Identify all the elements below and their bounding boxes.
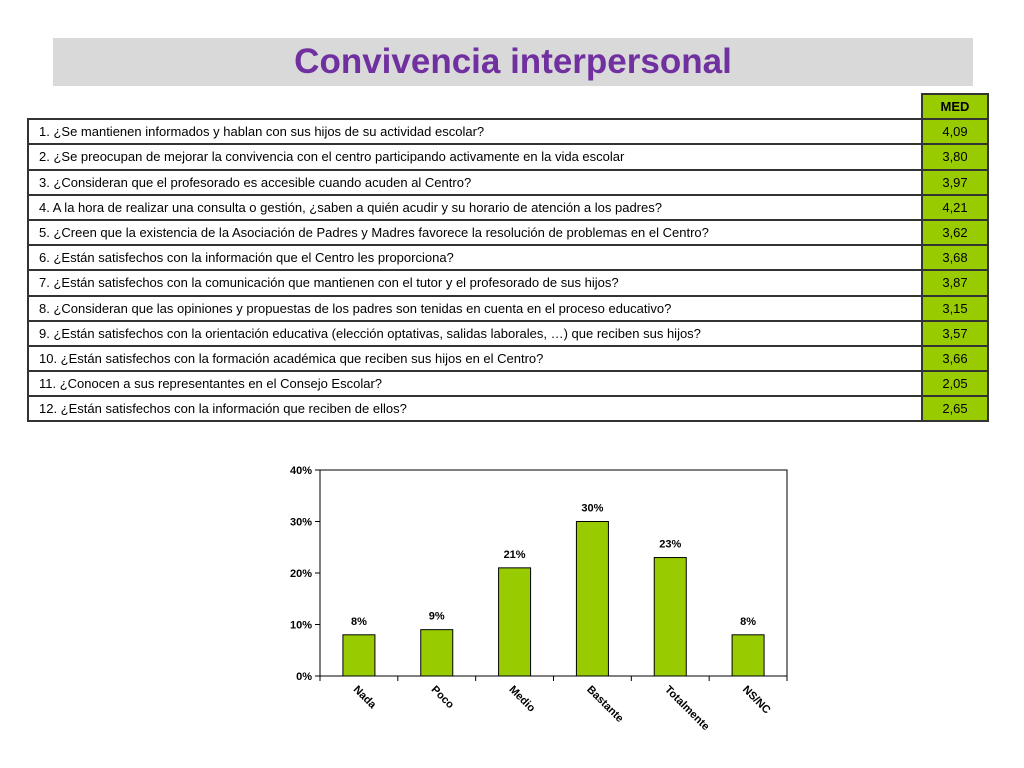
- med-value-cell: 3,57: [922, 321, 988, 346]
- med-value-cell: 3,97: [922, 170, 988, 195]
- x-category-label: Poco: [428, 683, 457, 712]
- table-row: [28, 371, 988, 396]
- question-cell: 2. ¿Se preocupan de mejorar la convivencia con el centro participando activamente en la vida escolar: [28, 144, 922, 169]
- med-column-header: MED: [922, 94, 988, 119]
- question-cell: 1. ¿Se mantienen informados y hablan con sus hijos de su actividad escolar?: [28, 119, 922, 144]
- page-title: Convivencia interpersonal: [294, 42, 732, 81]
- question-cell: 4. A la hora de realizar una consulta o gestión, ¿saben a quién acudir y su horario de atención a los padres?: [28, 195, 922, 220]
- bar: [421, 630, 453, 676]
- med-value-cell: 3,87: [922, 270, 988, 295]
- plot-area-frame: [320, 470, 787, 676]
- table-row: [28, 270, 988, 295]
- header-blank-cell: [28, 94, 922, 119]
- med-value-cell: 3,66: [922, 346, 988, 371]
- response-bar-chart: [280, 460, 800, 760]
- question-cell: 9. ¿Están satisfechos con la orientación educativa (elección optativas, salidas laborales, …) que reciben sus hijos?: [28, 321, 922, 346]
- table-row: [28, 220, 988, 245]
- bar: [576, 522, 608, 677]
- bar: [499, 568, 531, 676]
- table-row: [28, 170, 988, 195]
- bar-value-label: 8%: [740, 615, 757, 628]
- x-category-label: Bastante: [584, 683, 626, 725]
- table-row: [28, 195, 988, 220]
- bar-value-label: 9%: [428, 610, 445, 623]
- chart-svg: [280, 460, 800, 760]
- table-row: [28, 119, 988, 144]
- med-value-cell: 3,62: [922, 220, 988, 245]
- med-value-cell: 4,21: [922, 195, 988, 220]
- x-category-label: NS/NC: [739, 683, 773, 717]
- title-banner: [53, 38, 973, 86]
- question-cell: 10. ¿Están satisfechos con la formación académica que reciben sus hijos en el Centro?: [28, 346, 922, 371]
- bar: [654, 558, 686, 676]
- question-cell: 12. ¿Están satisfechos con la información que reciben de ellos?: [28, 396, 922, 421]
- table-header-row: [28, 94, 988, 119]
- question-cell: 8. ¿Consideran que las opiniones y propuestas de los padres son tenidas en cuenta en el proceso educativo?: [28, 296, 922, 321]
- y-tick-label: 30%: [289, 516, 312, 529]
- y-tick-label: 0%: [296, 671, 312, 683]
- med-value-cell: 4,09: [922, 119, 988, 144]
- question-cell: 7. ¿Están satisfechos con la comunicación que mantienen con el tutor y el profesorado de sus hijos?: [28, 270, 922, 295]
- y-tick-label: 10%: [289, 619, 312, 632]
- x-category-label: Medio: [506, 683, 538, 715]
- x-category-label: Nada: [350, 683, 379, 712]
- question-cell: 3. ¿Consideran que el profesorado es accesible cuando acuden al Centro?: [28, 170, 922, 195]
- table-row: [28, 296, 988, 321]
- question-cell: 6. ¿Están satisfechos con la información que el Centro les proporciona?: [28, 245, 922, 270]
- table-row: [28, 144, 988, 169]
- bar-value-label: 23%: [659, 538, 682, 551]
- y-tick-label: 40%: [289, 465, 312, 477]
- question-cell: 5. ¿Creen que la existencia de la Asociación de Padres y Madres favorece la resolución de problemas en el Centro?: [28, 220, 922, 245]
- bar: [343, 635, 375, 676]
- bar-value-label: 21%: [503, 548, 526, 561]
- table-row: [28, 321, 988, 346]
- x-category-label: Totalmente: [662, 683, 712, 734]
- question-cell: 11. ¿Conocen a sus representantes en el Consejo Escolar?: [28, 371, 922, 396]
- table-row: [28, 346, 988, 371]
- table-row: [28, 396, 988, 421]
- med-value-cell: 2,05: [922, 371, 988, 396]
- bar: [732, 635, 764, 676]
- survey-table: [27, 93, 989, 422]
- bar-value-label: 30%: [581, 502, 604, 515]
- med-value-cell: 2,65: [922, 396, 988, 421]
- med-value-cell: 3,80: [922, 144, 988, 169]
- med-value-cell: 3,15: [922, 296, 988, 321]
- y-tick-label: 20%: [289, 568, 312, 580]
- table-row: [28, 245, 988, 270]
- bar-value-label: 8%: [350, 615, 367, 628]
- med-value-cell: 3,68: [922, 245, 988, 270]
